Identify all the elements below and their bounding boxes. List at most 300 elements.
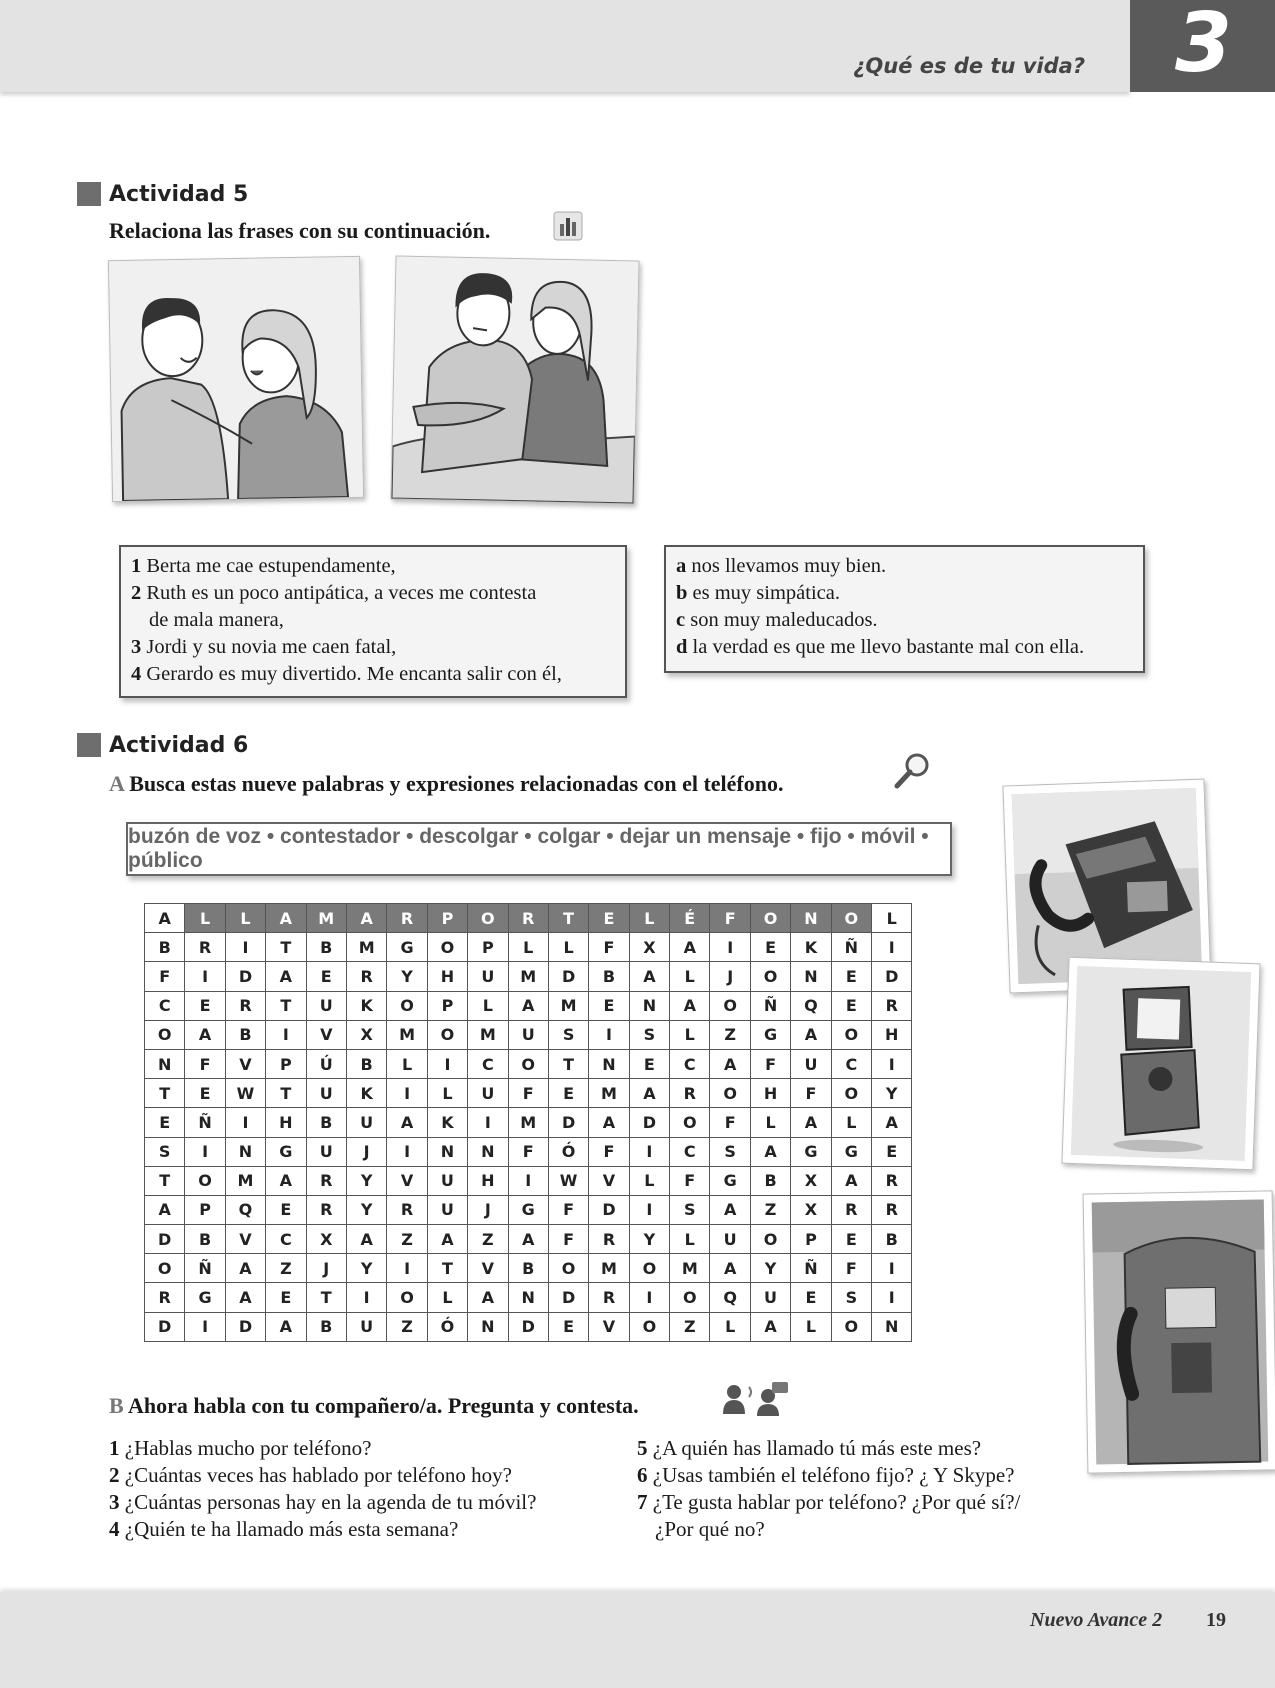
grid-cell: D: [225, 962, 265, 991]
actividad5-heading: [77, 181, 248, 207]
grid-cell: I: [589, 1020, 629, 1049]
grid-cell: O: [387, 991, 427, 1020]
grid-cell: R: [872, 991, 912, 1020]
grid-cell: I: [185, 1137, 225, 1166]
grid-cell: W: [225, 1079, 265, 1108]
list-item: de mala manera,: [149, 609, 284, 631]
grid-cell: J: [346, 1137, 386, 1166]
grid-cell: T: [145, 1166, 185, 1195]
grid-cell: U: [508, 1020, 548, 1049]
grid-row: [145, 1020, 912, 1049]
grid-cell: X: [791, 1166, 831, 1195]
grid-cell: Ñ: [185, 1108, 225, 1137]
grid-cell: L: [750, 1108, 790, 1137]
page-number: 19: [1206, 1609, 1226, 1631]
grid-cell: R: [508, 904, 548, 933]
grid-row: [145, 933, 912, 962]
grid-cell: A: [266, 1312, 306, 1341]
grid-cell: F: [185, 1049, 225, 1078]
grid-cell: N: [225, 1137, 265, 1166]
grid-cell: Y: [387, 962, 427, 991]
grid-cell: F: [710, 904, 750, 933]
grid-row: [145, 1108, 912, 1137]
grid-cell: O: [750, 904, 790, 933]
grid-cell: E: [589, 904, 629, 933]
grid-cell: D: [589, 1195, 629, 1224]
grid-cell: I: [508, 1166, 548, 1195]
grid-cell: I: [225, 933, 265, 962]
book-title: Nuevo Avance 2: [1030, 1609, 1163, 1631]
list-item: d la verdad es que me llevo bastante mal con ella.: [676, 636, 1085, 658]
question-3: 3 ¿Cuántas personas hay en la agenda de tu móvil?: [109, 1490, 537, 1514]
grid-cell: M: [548, 991, 588, 1020]
list-item: 3 Jordi y su novia me caen fatal,: [131, 636, 397, 658]
grid-cell: U: [427, 1166, 467, 1195]
grid-cell: S: [710, 1137, 750, 1166]
grid-cell: L: [670, 962, 710, 991]
grid-cell: Y: [872, 1079, 912, 1108]
grid-cell: O: [710, 991, 750, 1020]
grid-row: [145, 1079, 912, 1108]
grid-cell: C: [266, 1225, 306, 1254]
partA-letter: A: [109, 771, 124, 796]
grid-cell: G: [387, 933, 427, 962]
grid-cell: T: [266, 933, 306, 962]
grid-cell: A: [225, 1283, 265, 1312]
grid-cell: A: [872, 1108, 912, 1137]
grid-cell: L: [387, 1049, 427, 1078]
grid-cell: P: [185, 1195, 225, 1224]
grid-cell: B: [346, 1049, 386, 1078]
illustration-friends-happy: [108, 256, 364, 502]
grid-cell: O: [750, 962, 790, 991]
grid-cell: A: [266, 904, 306, 933]
grid-cell: Ú: [306, 1049, 346, 1078]
grid-cell: U: [306, 991, 346, 1020]
grid-cell: E: [831, 1225, 871, 1254]
grid-cell: I: [427, 1049, 467, 1078]
grid-cell: A: [710, 1195, 750, 1224]
grid-cell: L: [508, 933, 548, 962]
grid-cell: A: [791, 1020, 831, 1049]
grid-cell: A: [468, 1283, 508, 1312]
grid-row: [145, 1049, 912, 1078]
grid-cell: K: [346, 991, 386, 1020]
grid-cell: M: [670, 1254, 710, 1283]
grid-cell: A: [508, 991, 548, 1020]
actividad5-instruction: [109, 218, 490, 244]
grid-cell: N: [791, 904, 831, 933]
grid-cell: M: [508, 1108, 548, 1137]
grid-cell: F: [831, 1254, 871, 1283]
grid-cell: I: [872, 1049, 912, 1078]
grid-cell: G: [508, 1195, 548, 1224]
grid-cell: N: [508, 1283, 548, 1312]
grid-cell: I: [387, 1254, 427, 1283]
grid-cell: A: [387, 1108, 427, 1137]
grid-cell: Z: [750, 1195, 790, 1224]
grid-cell: N: [629, 991, 669, 1020]
grid-cell: Ñ: [791, 1254, 831, 1283]
grid-cell: R: [145, 1283, 185, 1312]
section-marker-icon: [77, 733, 101, 757]
actividad5-instruction-text: Relaciona las frases con su continuación.: [109, 218, 491, 243]
grid-cell: O: [629, 1254, 669, 1283]
grid-cell: R: [872, 1166, 912, 1195]
grid-cell: O: [508, 1049, 548, 1078]
grid-cell: I: [468, 1108, 508, 1137]
page-footer: [0, 1592, 1275, 1688]
grid-cell: G: [791, 1137, 831, 1166]
grid-cell: Ó: [548, 1137, 588, 1166]
grid-cell: R: [185, 933, 225, 962]
grid-cell: C: [145, 991, 185, 1020]
unit-number: 3: [1174, 0, 1231, 91]
grid-cell: L: [710, 1312, 750, 1341]
actividad5-label: Actividad 5: [109, 181, 249, 207]
grid-cell: A: [266, 1166, 306, 1195]
grid-cell: E: [266, 1195, 306, 1224]
grid-cell: J: [710, 962, 750, 991]
grid-cell: A: [508, 1225, 548, 1254]
grid-cell: F: [508, 1079, 548, 1108]
grid-cell: V: [589, 1166, 629, 1195]
grid-cell: L: [831, 1108, 871, 1137]
question-7-continued: ¿Por qué no?: [655, 1517, 765, 1541]
grid-cell: P: [791, 1225, 831, 1254]
grid-cell: R: [872, 1195, 912, 1224]
grid-cell: I: [185, 1312, 225, 1341]
grid-cell: H: [750, 1079, 790, 1108]
grid-cell: E: [831, 991, 871, 1020]
grid-cell: M: [387, 1020, 427, 1049]
photo-mobile-phone: [1061, 957, 1260, 1171]
grid-cell: O: [670, 1108, 710, 1137]
speaking-pair-icon: [720, 1382, 790, 1416]
grid-cell: F: [145, 962, 185, 991]
grid-cell: B: [508, 1254, 548, 1283]
list-item: b es muy simpática.: [676, 582, 840, 604]
grid-cell: X: [629, 933, 669, 962]
list-item: 4 Gerardo es muy divertido. Me encanta salir con él,: [131, 663, 562, 685]
grid-cell: N: [468, 1137, 508, 1166]
grid-cell: I: [629, 1283, 669, 1312]
grid-cell: Z: [266, 1254, 306, 1283]
grid-cell: O: [145, 1020, 185, 1049]
grid-cell: P: [266, 1049, 306, 1078]
grid-cell: U: [306, 1137, 346, 1166]
grid-cell: L: [185, 904, 225, 933]
grid-cell: T: [427, 1254, 467, 1283]
grid-cell: I: [387, 1079, 427, 1108]
grid-cell: Ñ: [831, 933, 871, 962]
grid-cell: O: [387, 1283, 427, 1312]
list-item: a nos llevamos muy bien.: [676, 555, 887, 577]
grid-cell: A: [427, 1225, 467, 1254]
grid-cell: O: [750, 1225, 790, 1254]
grid-cell: P: [427, 991, 467, 1020]
grid-cell: O: [427, 1020, 467, 1049]
grid-cell: Ñ: [750, 991, 790, 1020]
grid-cell: E: [185, 1079, 225, 1108]
grid-cell: U: [346, 1108, 386, 1137]
word-bank: buzón de voz • contestador • descolgar • colgar • dejar un mensaje • fijo • móvil • público: [126, 822, 952, 876]
grid-cell: L: [548, 933, 588, 962]
grid-cell: D: [548, 962, 588, 991]
grid-cell: U: [306, 1079, 346, 1108]
list-item: 1 Berta me cae estupendamente,: [131, 555, 396, 577]
section-marker-icon: [77, 182, 101, 206]
grid-cell: D: [508, 1312, 548, 1341]
grid-cell: F: [548, 1225, 588, 1254]
grid-cell: J: [306, 1254, 346, 1283]
grid-cell: H: [468, 1166, 508, 1195]
grid-cell: N: [791, 962, 831, 991]
grid-cell: O: [831, 1079, 871, 1108]
grid-cell: S: [670, 1195, 710, 1224]
grid-cell: L: [629, 904, 669, 933]
grid-cell: I: [387, 1137, 427, 1166]
grid-cell: P: [468, 933, 508, 962]
grid-cell: U: [427, 1195, 467, 1224]
grid-cell: G: [831, 1137, 871, 1166]
grid-cell: D: [145, 1312, 185, 1341]
grid-cell: I: [872, 1283, 912, 1312]
grid-cell: E: [185, 991, 225, 1020]
partB-letter: B: [109, 1393, 124, 1418]
grid-cell: O: [670, 1283, 710, 1312]
grid-cell: S: [831, 1283, 871, 1312]
grid-cell: M: [225, 1166, 265, 1195]
grid-cell: O: [831, 1020, 871, 1049]
actividad6-label: Actividad 6: [109, 732, 249, 758]
grid-cell: T: [266, 1079, 306, 1108]
grid-cell: S: [145, 1137, 185, 1166]
grid-cell: L: [427, 1079, 467, 1108]
sentence-endings-box: [664, 545, 1145, 673]
grid-row: [145, 1283, 912, 1312]
grid-cell: N: [468, 1312, 508, 1341]
grid-cell: D: [145, 1225, 185, 1254]
question-7: 7 ¿Te gusta hablar por teléfono? ¿Por qué sí?/: [637, 1490, 1021, 1514]
grid-cell: C: [831, 1049, 871, 1078]
grid-cell: B: [145, 933, 185, 962]
grid-cell: A: [145, 1195, 185, 1224]
grid-cell: C: [670, 1049, 710, 1078]
grid-cell: V: [589, 1312, 629, 1341]
grid-cell: Y: [346, 1254, 386, 1283]
grid-cell: R: [589, 1283, 629, 1312]
partA-instruction: [109, 771, 783, 797]
illustration-couple-annoyed: [390, 255, 639, 504]
grid-cell: E: [791, 1283, 831, 1312]
grid-cell: R: [831, 1195, 871, 1224]
grid-cell: Z: [387, 1225, 427, 1254]
grid-cell: I: [185, 962, 225, 991]
grid-cell: C: [468, 1049, 508, 1078]
grid-cell: B: [306, 933, 346, 962]
list-item: 2 Ruth es un poco antipática, a veces me contesta: [131, 582, 537, 604]
grid-cell: A: [266, 962, 306, 991]
grid-cell: A: [225, 1254, 265, 1283]
question-5: 5 ¿A quién has llamado tú más este mes?: [637, 1436, 982, 1460]
grid-cell: I: [629, 1195, 669, 1224]
grid-row: [145, 904, 912, 933]
grid-cell: J: [468, 1195, 508, 1224]
grid-cell: O: [629, 1312, 669, 1341]
grid-cell: O: [468, 904, 508, 933]
page-header: [0, 0, 1130, 92]
grid-cell: L: [468, 991, 508, 1020]
grid-cell: E: [589, 991, 629, 1020]
grid-cell: B: [185, 1225, 225, 1254]
grid-cell: E: [548, 1079, 588, 1108]
grid-cell: E: [872, 1137, 912, 1166]
chapter-title: ¿Qué es de tu vida?: [853, 54, 1085, 78]
grid-cell: E: [306, 962, 346, 991]
grid-cell: Z: [670, 1312, 710, 1341]
grid-cell: Y: [750, 1254, 790, 1283]
grid-cell: U: [791, 1049, 831, 1078]
grid-cell: F: [791, 1079, 831, 1108]
grid-cell: L: [427, 1283, 467, 1312]
grid-row: [145, 1312, 912, 1341]
grid-cell: E: [266, 1283, 306, 1312]
grid-cell: Ñ: [185, 1254, 225, 1283]
grid-cell: A: [145, 904, 185, 933]
grid-cell: Z: [710, 1020, 750, 1049]
grid-row: [145, 1166, 912, 1195]
grid-cell: R: [306, 1166, 346, 1195]
grid-cell: H: [427, 962, 467, 991]
grid-cell: R: [670, 1079, 710, 1108]
grid-cell: A: [629, 1079, 669, 1108]
grid-cell: O: [427, 933, 467, 962]
grid-cell: L: [670, 1225, 710, 1254]
grid-cell: T: [306, 1283, 346, 1312]
grid-cell: I: [346, 1283, 386, 1312]
grid-row: [145, 962, 912, 991]
grid-cell: A: [750, 1312, 790, 1341]
grid-cell: T: [266, 991, 306, 1020]
grid-cell: O: [831, 904, 871, 933]
grid-cell: R: [306, 1195, 346, 1224]
grid-cell: O: [185, 1166, 225, 1195]
grid-cell: X: [791, 1195, 831, 1224]
grid-cell: S: [629, 1020, 669, 1049]
grid-cell: S: [548, 1020, 588, 1049]
grid-cell: V: [306, 1020, 346, 1049]
grid-cell: I: [266, 1020, 306, 1049]
grid-cell: U: [468, 962, 508, 991]
grid-cell: K: [791, 933, 831, 962]
grid-cell: W: [548, 1166, 588, 1195]
question-4: 4 ¿Quién te ha llamado más esta semana?: [109, 1517, 459, 1541]
grid-cell: B: [750, 1166, 790, 1195]
grid-cell: I: [225, 1108, 265, 1137]
grid-cell: V: [468, 1254, 508, 1283]
grid-cell: N: [145, 1049, 185, 1078]
grid-row: [145, 1137, 912, 1166]
grid-cell: G: [185, 1283, 225, 1312]
grid-cell: M: [589, 1254, 629, 1283]
partB-instruction-text: Ahora habla con tu compañero/a. Pregunta y contesta.: [127, 1393, 639, 1418]
grid-cell: A: [185, 1020, 225, 1049]
grid-cell: L: [872, 904, 912, 933]
grid-cell: I: [710, 933, 750, 962]
grid-cell: Q: [791, 991, 831, 1020]
grid-cell: R: [387, 1195, 427, 1224]
list-item: c son muy maleducados.: [676, 609, 878, 631]
grid-cell: B: [589, 962, 629, 991]
grid-cell: G: [750, 1020, 790, 1049]
grid-cell: E: [548, 1312, 588, 1341]
grid-cell: N: [427, 1137, 467, 1166]
grid-cell: B: [872, 1225, 912, 1254]
grid-cell: E: [831, 962, 871, 991]
grid-cell: R: [589, 1225, 629, 1254]
grid-cell: A: [670, 991, 710, 1020]
grid-cell: I: [629, 1137, 669, 1166]
grid-cell: Z: [387, 1312, 427, 1341]
grid-cell: X: [306, 1225, 346, 1254]
grid-cell: R: [346, 962, 386, 991]
grid-cell: K: [346, 1079, 386, 1108]
grid-cell: D: [872, 962, 912, 991]
grid-cell: G: [710, 1166, 750, 1195]
question-6: 6 ¿Usas también el teléfono fijo? ¿ Y Skype?: [637, 1463, 1015, 1487]
grid-cell: P: [427, 904, 467, 933]
grid-cell: U: [468, 1079, 508, 1108]
bar-chart-icon: [553, 211, 583, 241]
grid-cell: B: [306, 1108, 346, 1137]
grid-cell: E: [145, 1108, 185, 1137]
sentence-starts-box: [119, 545, 627, 698]
grid-cell: Ó: [427, 1312, 467, 1341]
grid-cell: U: [750, 1283, 790, 1312]
grid-cell: F: [589, 933, 629, 962]
grid-cell: I: [872, 933, 912, 962]
grid-cell: U: [710, 1225, 750, 1254]
grid-cell: M: [589, 1079, 629, 1108]
grid-cell: F: [548, 1195, 588, 1224]
grid-cell: T: [548, 904, 588, 933]
grid-cell: R: [387, 904, 427, 933]
grid-cell: A: [589, 1108, 629, 1137]
partA-instruction-text: Busca estas nueve palabras y expresiones relacionadas con el teléfono.: [129, 771, 784, 796]
grid-cell: F: [750, 1049, 790, 1078]
grid-cell: A: [346, 1225, 386, 1254]
grid-cell: L: [670, 1020, 710, 1049]
photo-public-phone: [1083, 1190, 1275, 1473]
grid-cell: V: [225, 1049, 265, 1078]
grid-cell: A: [670, 933, 710, 962]
grid-cell: Y: [346, 1195, 386, 1224]
magnifier-icon: [893, 752, 931, 790]
partB-instruction: [109, 1393, 639, 1419]
grid-cell: M: [468, 1020, 508, 1049]
grid-cell: F: [710, 1108, 750, 1137]
grid-cell: A: [346, 904, 386, 933]
grid-cell: A: [750, 1137, 790, 1166]
grid-cell: A: [629, 962, 669, 991]
grid-cell: A: [710, 1049, 750, 1078]
grid-cell: I: [872, 1254, 912, 1283]
word-search-grid: [144, 903, 912, 1342]
grid-cell: G: [266, 1137, 306, 1166]
grid-cell: F: [670, 1166, 710, 1195]
grid-cell: Q: [710, 1283, 750, 1312]
